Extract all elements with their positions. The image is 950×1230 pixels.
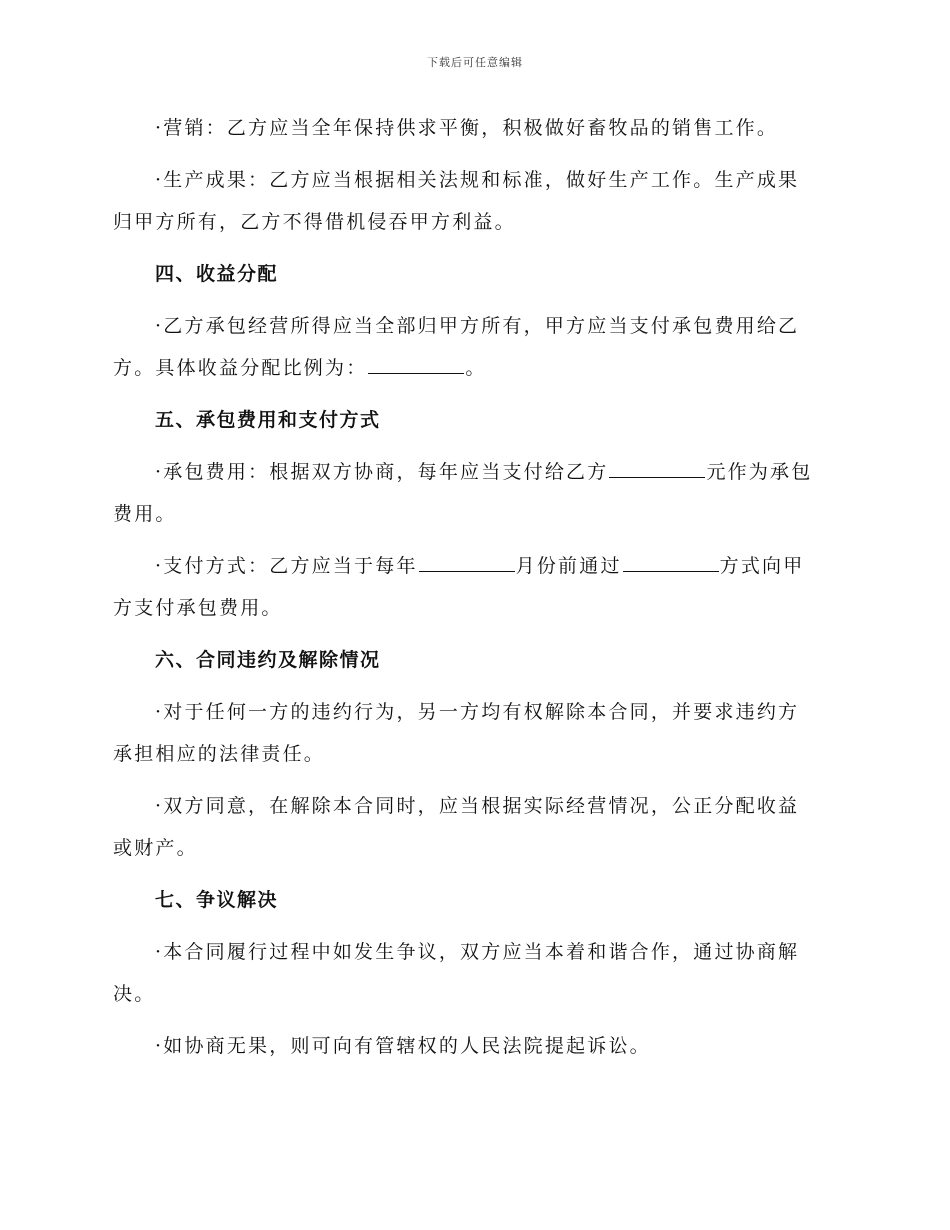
fee-clause-line1 <box>155 459 885 485</box>
termination-clause-line1: ·双方同意，在解除本合同时，应当根据实际经营情况，公正分配收益 <box>155 795 800 817</box>
section-4-title: 四、收益分配 <box>155 263 279 285</box>
production-clause-line2: 归甲方所有，乙方不得借机侵吞甲方利益。 <box>113 211 516 233</box>
fee-clause-line2: 费用。 <box>113 503 177 525</box>
ratio-blank <box>368 355 464 374</box>
payment-clause-line2: 方支付承包费用。 <box>113 597 283 619</box>
ratio-label: 方。具体收益分配比例为： <box>113 357 368 379</box>
payment-label: ·支付方式：乙方应当于每年 <box>155 555 418 577</box>
payment-mid: 月份前通过 <box>515 555 622 577</box>
breach-clause-line2: 承担相应的法律责任。 <box>113 743 326 765</box>
fee-amount-blank <box>609 459 705 478</box>
payment-clause-line1 <box>155 553 885 579</box>
payment-suffix: 方式向甲 <box>719 555 805 577</box>
page-header: 下载后可任意编辑 <box>427 56 523 69</box>
fee-label: ·承包费用：根据双方协商，每年应当支付给乙方 <box>155 461 609 483</box>
breach-clause-line1: ·对于任何一方的违约行为，另一方均有权解除本合同，并要求违约方 <box>155 701 800 723</box>
dispute-clause-line2: 决。 <box>113 983 156 1005</box>
section-6-title: 六、合同违约及解除情况 <box>155 649 381 671</box>
payment-method-blank <box>623 553 719 572</box>
fee-suffix: 元作为承包 <box>706 461 813 483</box>
marketing-clause: ·营销：乙方应当全年保持供求平衡，积极做好畜牧品的销售工作。 <box>155 117 779 139</box>
payment-month-blank <box>419 553 515 572</box>
section-4-clause-line2 <box>113 355 843 381</box>
litigation-clause: ·如协商无果，则可向有管辖权的人民法院提起诉讼。 <box>155 1035 651 1057</box>
production-clause-line1: ·生产成果：乙方应当根据相关法规和标准，做好生产工作。生产成果 <box>155 169 800 191</box>
section-5-title: 五、承包费用和支付方式 <box>155 409 381 431</box>
section-4-clause-line1: ·乙方承包经营所得应当全部归甲方所有，甲方应当支付承包费用给乙 <box>155 315 800 337</box>
termination-clause-line2: 或财产。 <box>113 837 198 859</box>
dispute-clause-line1: ·本合同履行过程中如发生争议，双方应当本着和谐合作，通过协商解 <box>155 941 800 963</box>
section-7-title: 七、争议解决 <box>155 889 279 911</box>
ratio-end: 。 <box>465 357 487 379</box>
